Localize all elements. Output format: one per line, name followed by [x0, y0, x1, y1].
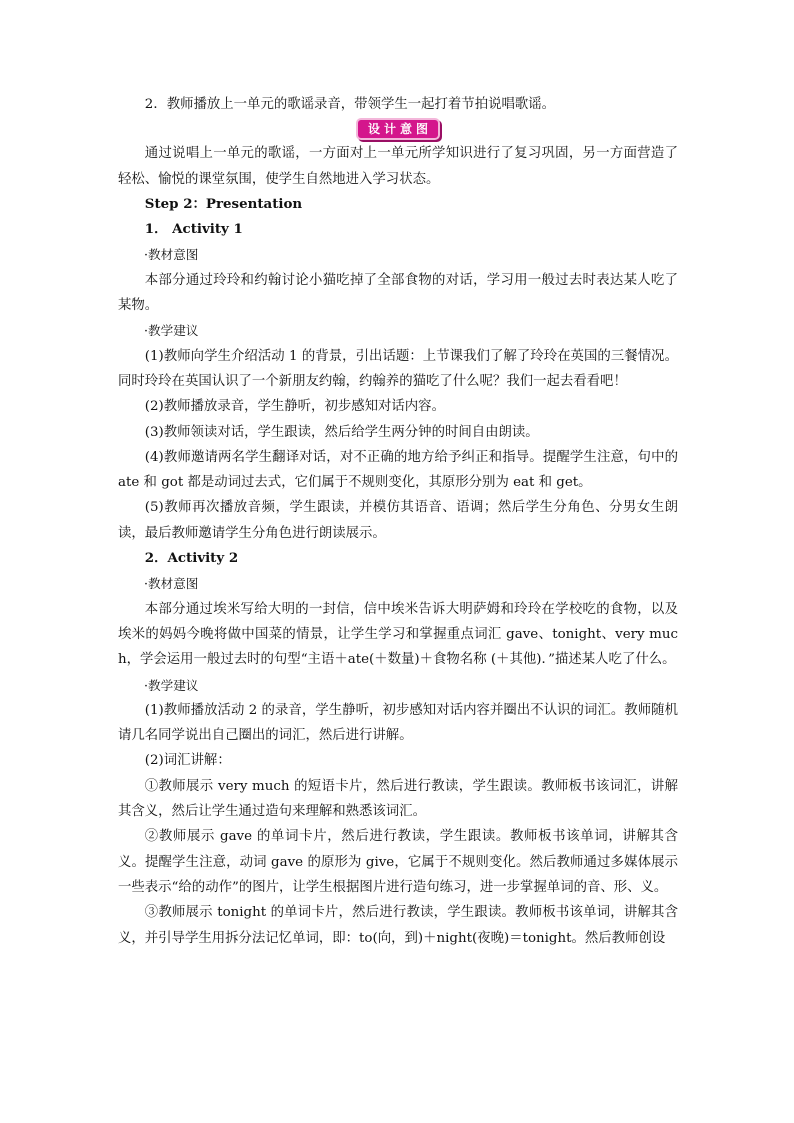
step-2-title: Step 2：Presentation [144, 195, 303, 212]
activity-1-intent-label: ·教材意图 [144, 247, 199, 263]
activity-1-item-3: (3)教师领读对话，学生跟读，然后给学生两分钟的时间自由朗读。 [144, 424, 539, 440]
warmup-step-2: 2．教师播放上一单元的歌谣录音，带领学生一起打着节拍说唱歌谣。 [144, 97, 556, 112]
activity-1-item-5: (5)教师再次播放音频，学生跟读，并模仿其语音、语调；然后学生分角色、分男女生朗读，最后教师邀请学生分角色进行朗读展示。 [118, 500, 678, 541]
activity-1-item-2: (2)教师播放录音，学生静听，初步感知对话内容。 [144, 399, 445, 415]
design-intent-badge-row [118, 117, 678, 141]
activity-1-item-1: (1)教师向学生介绍活动 1 的背景，引出话题：上节课我们了解了玲玲在英国的三餐情况。同时玲玲在英国认识了一个新朋友约翰，约翰养的猫吃了什么呢？我们一起去看看吧！ [118, 348, 678, 389]
activity-2-item-4: ②教师展示 gave 的单词卡片，然后进行教读，学生跟读。教师板书该单词，讲解其含义。提醒学生注意，动词 gave 的原形为 give，它属于不规则变化。然后教师通过多媒体展示一些表示“给的动作”的图片，让学生根据图片进行造句练习，进一步掌握单词的音、形、义。 [118, 829, 678, 895]
document-page [118, 92, 678, 951]
design-intent-text: 通过说唱上一单元的歌谣，一方面对上一单元所学知识进行了复习巩固，另一方面营造了轻松、愉悦的课堂氛围，使学生自然地进入学习状态。 [118, 146, 678, 187]
activity-2-item-3: ①教师展示 very much 的短语卡片，然后进行教读，学生跟读。教师板书该词汇，讲解其含义，然后让学生通过造句来理解和熟悉该词汇。 [118, 778, 678, 820]
design-intent-badge: 设计意图 [358, 120, 438, 138]
activity-2-item-2: (2)词汇讲解： [144, 753, 231, 769]
activity-2-intent-label: ·教材意图 [144, 576, 199, 592]
activity-1-heading: 1． Activity 1 [144, 221, 243, 238]
activity-1-item-4: (4)教师邀请两名学生翻译对话，对不正确的地方给予纠正和指导。提醒学生注意，句中的 ate 和 got 都是动词过去式，它们属于不规则变化，其原形分别为 eat 和 get。 [118, 449, 678, 491]
activity-1-intent-text: 本部分通过玲玲和约翰讨论小猫吃掉了全部食物的对话，学习用一般过去时表达某人吃了某物。 [118, 272, 678, 314]
activity-2-item-5: ③教师展示 tonight 的单词卡片，然后进行教读，学生跟读。教师板书该单词，讲解其含义，并引导学生用拆分法记忆单词，即：to(向，到)＋night(夜晚)＝tonight。然后教师创设 [118, 905, 678, 946]
activity-2-suggest-label: ·教学建议 [144, 677, 199, 693]
activity-2-item-1: (1)教师播放活动 2 的录音，学生静听，初步感知对话内容并圈出不认识的词汇。教师随机请几名同学说出自己圈出的词汇，然后进行讲解。 [118, 702, 678, 744]
activity-2-heading: 2．Activity 2 [144, 550, 239, 567]
activity-2-intent-text: 本部分通过埃米写给大明的一封信，信中埃米告诉大明萨姆和玲玲在学校吃的食物，以及埃米的妈妈今晚将做中国菜的情景，让学生学习和掌握重点词汇 gave、tonight、very much，学会运用一般过去时的句型“主语＋ate(＋数量)＋食物名称 (＋其他)．”描述某人吃了什么。 [118, 601, 678, 668]
activity-1-suggest-label: ·教学建议 [144, 323, 199, 339]
